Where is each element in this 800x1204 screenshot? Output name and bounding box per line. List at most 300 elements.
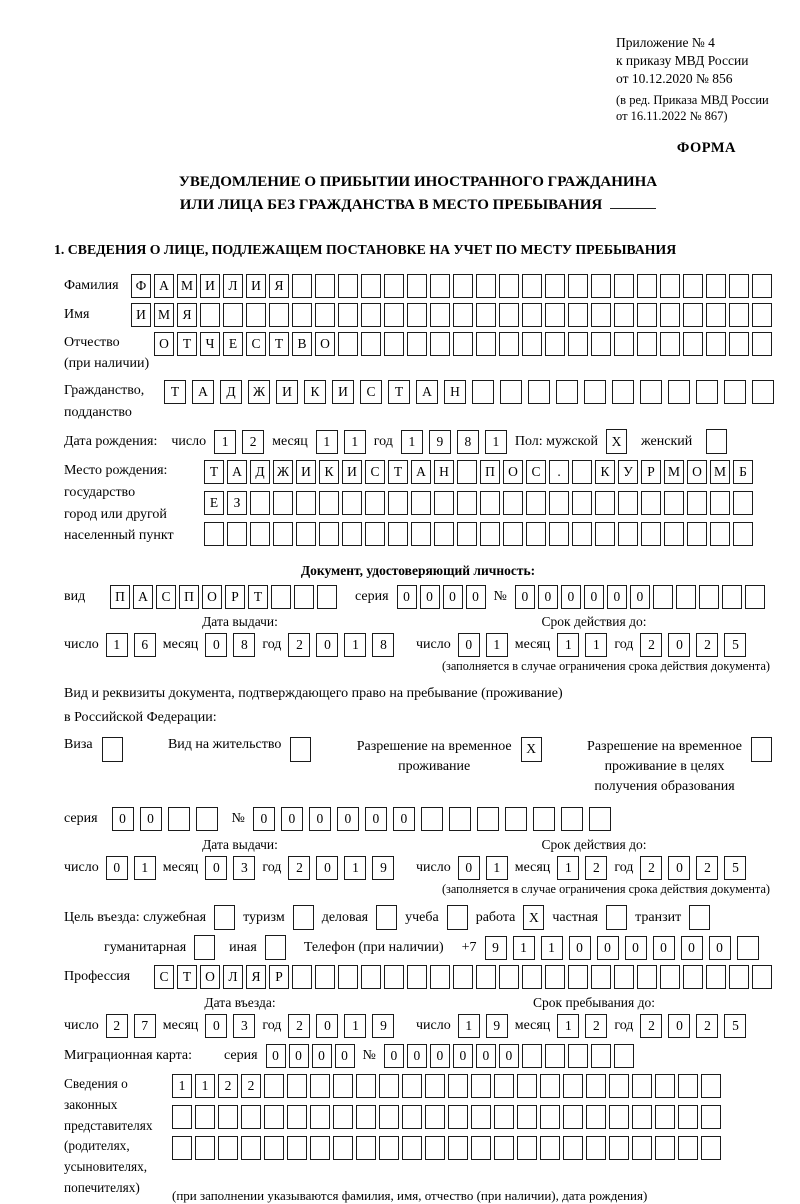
representatives-char-cell[interactable] [701, 1074, 721, 1098]
representatives-char-cell[interactable] [586, 1074, 606, 1098]
business-checkbox[interactable] [376, 905, 397, 930]
permit-number-cell[interactable]: 0 [365, 807, 387, 831]
work-checkbox[interactable]: X [523, 905, 544, 930]
citizenship-char-cell[interactable] [472, 380, 494, 404]
representatives-char-cell[interactable] [425, 1074, 445, 1098]
firstname-char-cell[interactable] [338, 303, 358, 327]
doc-type-char-cell[interactable]: Т [248, 585, 268, 609]
doc-type-char-cell[interactable] [271, 585, 291, 609]
representatives-char-cell[interactable] [471, 1136, 491, 1160]
representatives-char-cell[interactable] [563, 1136, 583, 1160]
profession-char-cell[interactable] [384, 965, 404, 989]
birthplace-char-cell[interactable] [273, 522, 293, 546]
birthplace-char-cell[interactable] [296, 522, 316, 546]
doc-number-cell[interactable] [676, 585, 696, 609]
representatives-char-cell[interactable] [540, 1074, 560, 1098]
birthplace-char-cell[interactable] [687, 491, 707, 515]
lastname-char-cell[interactable]: А [154, 274, 174, 298]
firstname-char-cell[interactable] [683, 303, 703, 327]
stay-year-cell[interactable]: 0 [668, 1014, 690, 1038]
lastname-char-cell[interactable] [338, 274, 358, 298]
representatives-char-cell[interactable] [287, 1136, 307, 1160]
birthplace-char-cell[interactable] [687, 522, 707, 546]
patronymic-char-cell[interactable] [499, 332, 519, 356]
lastname-char-cell[interactable] [591, 274, 611, 298]
representatives-char-cell[interactable] [425, 1105, 445, 1129]
migcard-number-cell[interactable] [545, 1044, 565, 1068]
citizenship-char-cell[interactable] [696, 380, 718, 404]
patronymic-char-cell[interactable] [752, 332, 772, 356]
representatives-char-cell[interactable] [655, 1105, 675, 1129]
patronymic-char-cell[interactable] [338, 332, 358, 356]
migcard-number-cell[interactable] [614, 1044, 634, 1068]
representatives-char-cell[interactable] [379, 1136, 399, 1160]
representatives-char-cell[interactable] [310, 1136, 330, 1160]
id-issue-year-cell[interactable]: 0 [316, 633, 338, 657]
permit-number-cell[interactable] [449, 807, 471, 831]
representatives-char-cell[interactable] [701, 1105, 721, 1129]
representatives-char-cell[interactable] [425, 1136, 445, 1160]
id-issue-day-cell[interactable]: 1 [106, 633, 128, 657]
patronymic-char-cell[interactable]: Е [223, 332, 243, 356]
profession-char-cell[interactable] [660, 965, 680, 989]
representatives-char-cell[interactable] [471, 1105, 491, 1129]
permit-series-cell[interactable]: 0 [112, 807, 134, 831]
birthplace-char-cell[interactable] [319, 491, 339, 515]
permit-number-cell[interactable] [505, 807, 527, 831]
profession-char-cell[interactable] [591, 965, 611, 989]
profession-char-cell[interactable]: О [200, 965, 220, 989]
representatives-char-cell[interactable] [333, 1074, 353, 1098]
lastname-char-cell[interactable] [430, 274, 450, 298]
birth-day-cell[interactable]: 1 [214, 430, 236, 454]
other-checkbox[interactable] [265, 935, 286, 960]
citizenship-char-cell[interactable] [752, 380, 774, 404]
doc-type-char-cell[interactable]: О [202, 585, 222, 609]
birthplace-char-cell[interactable]: М [664, 460, 684, 484]
lastname-char-cell[interactable] [568, 274, 588, 298]
firstname-char-cell[interactable] [614, 303, 634, 327]
birthplace-char-cell[interactable] [480, 491, 500, 515]
permit-issue-year-cell[interactable]: 1 [344, 856, 366, 880]
representatives-char-cell[interactable]: 2 [218, 1074, 238, 1098]
patronymic-char-cell[interactable]: Ч [200, 332, 220, 356]
birthplace-char-cell[interactable] [480, 522, 500, 546]
permit-number-cell[interactable] [477, 807, 499, 831]
stay-day-cell[interactable]: 9 [486, 1014, 508, 1038]
firstname-char-cell[interactable] [292, 303, 312, 327]
profession-char-cell[interactable]: Л [223, 965, 243, 989]
firstname-char-cell[interactable] [752, 303, 772, 327]
patronymic-char-cell[interactable] [637, 332, 657, 356]
female-checkbox[interactable] [706, 429, 727, 454]
doc-number-cell[interactable] [745, 585, 765, 609]
id-issue-year-cell[interactable]: 1 [344, 633, 366, 657]
profession-char-cell[interactable] [430, 965, 450, 989]
migcard-number-cell[interactable]: 0 [453, 1044, 473, 1068]
birthplace-char-cell[interactable]: . [549, 460, 569, 484]
entry-year-cell[interactable]: 9 [372, 1014, 394, 1038]
stay-year-cell[interactable]: 5 [724, 1014, 746, 1038]
citizenship-char-cell[interactable]: Н [444, 380, 466, 404]
representatives-char-cell[interactable] [356, 1105, 376, 1129]
patronymic-char-cell[interactable] [591, 332, 611, 356]
temp-residence-checkbox[interactable]: X [521, 737, 542, 762]
birthplace-char-cell[interactable] [250, 522, 270, 546]
permit-issue-month-cell[interactable]: 0 [205, 856, 227, 880]
entry-day-cell[interactable]: 7 [134, 1014, 156, 1038]
permit-series-cell[interactable]: 0 [140, 807, 162, 831]
doc-number-cell[interactable]: 0 [607, 585, 627, 609]
migcard-number-cell[interactable] [568, 1044, 588, 1068]
representatives-char-cell[interactable] [655, 1074, 675, 1098]
birthplace-char-cell[interactable] [664, 491, 684, 515]
entry-year-cell[interactable]: 2 [288, 1014, 310, 1038]
representatives-char-cell[interactable] [333, 1105, 353, 1129]
permit-number-cell[interactable] [421, 807, 443, 831]
profession-char-cell[interactable] [706, 965, 726, 989]
representatives-char-cell[interactable] [678, 1105, 698, 1129]
residence-permit-checkbox[interactable] [290, 737, 311, 762]
entry-month-cell[interactable]: 0 [205, 1014, 227, 1038]
lastname-char-cell[interactable] [476, 274, 496, 298]
temp-edu-checkbox[interactable] [751, 737, 772, 762]
representatives-char-cell[interactable] [471, 1074, 491, 1098]
profession-char-cell[interactable] [752, 965, 772, 989]
representatives-char-cell[interactable] [402, 1105, 422, 1129]
birthplace-char-cell[interactable]: А [227, 460, 247, 484]
birthplace-char-cell[interactable] [296, 491, 316, 515]
patronymic-char-cell[interactable] [384, 332, 404, 356]
representatives-char-cell[interactable] [678, 1074, 698, 1098]
birthplace-char-cell[interactable]: З [227, 491, 247, 515]
birth-year-cell[interactable]: 9 [429, 430, 451, 454]
birthplace-char-cell[interactable]: Т [388, 460, 408, 484]
representatives-char-cell[interactable] [678, 1136, 698, 1160]
entry-day-cell[interactable]: 2 [106, 1014, 128, 1038]
birthplace-char-cell[interactable] [641, 522, 661, 546]
birthplace-char-cell[interactable] [549, 491, 569, 515]
citizenship-char-cell[interactable] [668, 380, 690, 404]
birthplace-char-cell[interactable] [733, 491, 753, 515]
profession-char-cell[interactable]: С [154, 965, 174, 989]
representatives-char-cell[interactable] [609, 1105, 629, 1129]
profession-char-cell[interactable] [499, 965, 519, 989]
firstname-char-cell[interactable] [430, 303, 450, 327]
doc-type-char-cell[interactable] [317, 585, 337, 609]
lastname-char-cell[interactable] [453, 274, 473, 298]
birthplace-char-cell[interactable] [319, 522, 339, 546]
representatives-char-cell[interactable] [494, 1105, 514, 1129]
representatives-char-cell[interactable] [632, 1074, 652, 1098]
transit-checkbox[interactable] [689, 905, 710, 930]
citizenship-char-cell[interactable] [584, 380, 606, 404]
firstname-char-cell[interactable] [706, 303, 726, 327]
birthplace-char-cell[interactable] [664, 522, 684, 546]
birth-year-cell[interactable]: 1 [401, 430, 423, 454]
id-issue-month-cell[interactable]: 0 [205, 633, 227, 657]
patronymic-char-cell[interactable]: О [315, 332, 335, 356]
migcard-number-cell[interactable]: 0 [430, 1044, 450, 1068]
representatives-char-cell[interactable] [310, 1074, 330, 1098]
patronymic-char-cell[interactable]: В [292, 332, 312, 356]
lastname-char-cell[interactable]: И [200, 274, 220, 298]
birth-day-cell[interactable]: 2 [242, 430, 264, 454]
migcard-series-cell[interactable]: 0 [312, 1044, 332, 1068]
doc-number-cell[interactable] [722, 585, 742, 609]
citizenship-char-cell[interactable]: Д [220, 380, 242, 404]
representatives-char-cell[interactable] [494, 1136, 514, 1160]
birthplace-char-cell[interactable]: О [687, 460, 707, 484]
patronymic-char-cell[interactable] [729, 332, 749, 356]
doc-series-cell[interactable]: 0 [420, 585, 440, 609]
representatives-char-cell[interactable] [287, 1105, 307, 1129]
lastname-char-cell[interactable] [729, 274, 749, 298]
permit-number-cell[interactable] [533, 807, 555, 831]
lastname-char-cell[interactable]: Ф [131, 274, 151, 298]
phone-digit-cell[interactable]: 0 [569, 936, 591, 960]
birthplace-char-cell[interactable] [526, 491, 546, 515]
representatives-char-cell[interactable] [517, 1074, 537, 1098]
representatives-char-cell[interactable] [264, 1105, 284, 1129]
birthplace-char-cell[interactable]: М [710, 460, 730, 484]
permit-issue-day-cell[interactable]: 0 [106, 856, 128, 880]
representatives-char-cell[interactable] [402, 1136, 422, 1160]
permit-expiry-year-cell[interactable]: 5 [724, 856, 746, 880]
birthplace-char-cell[interactable] [273, 491, 293, 515]
phone-digit-cell[interactable]: 1 [541, 936, 563, 960]
stay-year-cell[interactable]: 2 [640, 1014, 662, 1038]
representatives-char-cell[interactable] [448, 1105, 468, 1129]
lastname-char-cell[interactable] [499, 274, 519, 298]
representatives-char-cell[interactable] [379, 1105, 399, 1129]
doc-type-char-cell[interactable]: Р [225, 585, 245, 609]
patronymic-char-cell[interactable] [545, 332, 565, 356]
permit-expiry-day-cell[interactable]: 0 [458, 856, 480, 880]
id-expiry-year-cell[interactable]: 0 [668, 633, 690, 657]
firstname-char-cell[interactable] [361, 303, 381, 327]
representatives-char-cell[interactable] [356, 1136, 376, 1160]
lastname-char-cell[interactable] [683, 274, 703, 298]
firstname-char-cell[interactable] [453, 303, 473, 327]
representatives-char-cell[interactable]: 2 [241, 1074, 261, 1098]
permit-issue-year-cell[interactable]: 2 [288, 856, 310, 880]
profession-char-cell[interactable] [292, 965, 312, 989]
official-checkbox[interactable] [214, 905, 235, 930]
birthplace-char-cell[interactable] [595, 491, 615, 515]
permit-number-cell[interactable] [561, 807, 583, 831]
birthplace-char-cell[interactable] [710, 491, 730, 515]
citizenship-char-cell[interactable] [500, 380, 522, 404]
permit-expiry-year-cell[interactable]: 0 [668, 856, 690, 880]
patronymic-char-cell[interactable] [683, 332, 703, 356]
permit-number-cell[interactable] [589, 807, 611, 831]
birthplace-char-cell[interactable] [572, 491, 592, 515]
birthplace-char-cell[interactable] [572, 522, 592, 546]
doc-number-cell[interactable]: 0 [515, 585, 535, 609]
permit-series-cell[interactable] [196, 807, 218, 831]
lastname-char-cell[interactable] [660, 274, 680, 298]
citizenship-char-cell[interactable] [724, 380, 746, 404]
id-expiry-year-cell[interactable]: 2 [640, 633, 662, 657]
representatives-char-cell[interactable] [609, 1074, 629, 1098]
representatives-char-cell[interactable] [655, 1136, 675, 1160]
entry-year-cell[interactable]: 1 [344, 1014, 366, 1038]
profession-char-cell[interactable] [522, 965, 542, 989]
birthplace-char-cell[interactable]: Ж [273, 460, 293, 484]
citizenship-char-cell[interactable] [556, 380, 578, 404]
permit-issue-year-cell[interactable]: 0 [316, 856, 338, 880]
birthplace-char-cell[interactable] [618, 491, 638, 515]
representatives-char-cell[interactable] [402, 1074, 422, 1098]
representatives-char-cell[interactable] [333, 1136, 353, 1160]
doc-number-cell[interactable] [653, 585, 673, 609]
phone-digit-cell[interactable]: 0 [597, 936, 619, 960]
lastname-char-cell[interactable] [522, 274, 542, 298]
birthplace-char-cell[interactable] [572, 460, 592, 484]
birthplace-char-cell[interactable] [342, 491, 362, 515]
id-expiry-month-cell[interactable]: 1 [585, 633, 607, 657]
patronymic-char-cell[interactable] [614, 332, 634, 356]
permit-series-cell[interactable] [168, 807, 190, 831]
representatives-char-cell[interactable] [172, 1136, 192, 1160]
birth-year-cell[interactable]: 1 [485, 430, 507, 454]
lastname-char-cell[interactable] [614, 274, 634, 298]
representatives-char-cell[interactable] [632, 1105, 652, 1129]
lastname-char-cell[interactable] [545, 274, 565, 298]
representatives-char-cell[interactable] [356, 1074, 376, 1098]
representatives-char-cell[interactable] [264, 1136, 284, 1160]
birthplace-char-cell[interactable] [710, 522, 730, 546]
birthplace-char-cell[interactable] [434, 491, 454, 515]
firstname-char-cell[interactable] [384, 303, 404, 327]
birthplace-char-cell[interactable]: С [526, 460, 546, 484]
patronymic-char-cell[interactable] [361, 332, 381, 356]
birth-month-cell[interactable]: 1 [316, 430, 338, 454]
birthplace-char-cell[interactable]: У [618, 460, 638, 484]
patronymic-char-cell[interactable]: Т [177, 332, 197, 356]
citizenship-char-cell[interactable]: И [332, 380, 354, 404]
doc-series-cell[interactable]: 0 [397, 585, 417, 609]
permit-number-cell[interactable]: 0 [253, 807, 275, 831]
phone-digit-cell[interactable]: 1 [513, 936, 535, 960]
birth-year-cell[interactable]: 8 [457, 430, 479, 454]
doc-series-cell[interactable]: 0 [443, 585, 463, 609]
birthplace-char-cell[interactable] [457, 491, 477, 515]
representatives-char-cell[interactable] [563, 1074, 583, 1098]
doc-type-char-cell[interactable]: С [156, 585, 176, 609]
citizenship-char-cell[interactable]: С [360, 380, 382, 404]
visa-checkbox[interactable] [102, 737, 123, 762]
representatives-char-cell[interactable] [563, 1105, 583, 1129]
firstname-char-cell[interactable] [246, 303, 266, 327]
profession-char-cell[interactable] [315, 965, 335, 989]
birthplace-char-cell[interactable]: К [319, 460, 339, 484]
firstname-char-cell[interactable] [223, 303, 243, 327]
patronymic-char-cell[interactable] [522, 332, 542, 356]
permit-number-cell[interactable]: 0 [393, 807, 415, 831]
lastname-char-cell[interactable] [292, 274, 312, 298]
birthplace-char-cell[interactable]: Н [434, 460, 454, 484]
study-checkbox[interactable] [447, 905, 468, 930]
birthplace-char-cell[interactable] [641, 491, 661, 515]
doc-number-cell[interactable]: 0 [630, 585, 650, 609]
representatives-char-cell[interactable] [264, 1074, 284, 1098]
stay-month-cell[interactable]: 1 [557, 1014, 579, 1038]
representatives-char-cell[interactable] [586, 1105, 606, 1129]
citizenship-char-cell[interactable] [640, 380, 662, 404]
birthplace-char-cell[interactable] [526, 522, 546, 546]
profession-char-cell[interactable]: Я [246, 965, 266, 989]
birthplace-char-cell[interactable] [227, 522, 247, 546]
firstname-char-cell[interactable] [545, 303, 565, 327]
representatives-char-cell[interactable]: 1 [172, 1074, 192, 1098]
doc-number-cell[interactable]: 0 [561, 585, 581, 609]
birthplace-char-cell[interactable]: О [503, 460, 523, 484]
firstname-char-cell[interactable] [568, 303, 588, 327]
profession-char-cell[interactable] [637, 965, 657, 989]
birthplace-char-cell[interactable] [503, 522, 523, 546]
migcard-number-cell[interactable] [522, 1044, 542, 1068]
phone-digit-cell[interactable]: 0 [709, 936, 731, 960]
birthplace-char-cell[interactable]: И [296, 460, 316, 484]
id-expiry-year-cell[interactable]: 2 [696, 633, 718, 657]
id-expiry-day-cell[interactable]: 1 [486, 633, 508, 657]
phone-digit-cell[interactable]: 0 [653, 936, 675, 960]
firstname-char-cell[interactable] [269, 303, 289, 327]
firstname-char-cell[interactable]: М [154, 303, 174, 327]
firstname-char-cell[interactable] [407, 303, 427, 327]
representatives-char-cell[interactable] [195, 1136, 215, 1160]
firstname-char-cell[interactable]: Я [177, 303, 197, 327]
doc-type-char-cell[interactable]: П [110, 585, 130, 609]
phone-digit-cell[interactable] [737, 936, 759, 960]
firstname-char-cell[interactable] [729, 303, 749, 327]
representatives-char-cell[interactable] [172, 1105, 192, 1129]
id-expiry-year-cell[interactable]: 5 [724, 633, 746, 657]
stay-day-cell[interactable]: 1 [458, 1014, 480, 1038]
profession-char-cell[interactable] [729, 965, 749, 989]
birthplace-char-cell[interactable]: И [342, 460, 362, 484]
lastname-char-cell[interactable]: Л [223, 274, 243, 298]
permit-expiry-month-cell[interactable]: 2 [585, 856, 607, 880]
representatives-char-cell[interactable] [448, 1136, 468, 1160]
stay-year-cell[interactable]: 2 [696, 1014, 718, 1038]
entry-month-cell[interactable]: 3 [233, 1014, 255, 1038]
patronymic-char-cell[interactable] [453, 332, 473, 356]
birthplace-char-cell[interactable]: Е [204, 491, 224, 515]
patronymic-char-cell[interactable] [407, 332, 427, 356]
firstname-char-cell[interactable] [591, 303, 611, 327]
birthplace-char-cell[interactable] [204, 522, 224, 546]
permit-number-cell[interactable]: 0 [281, 807, 303, 831]
lastname-char-cell[interactable] [315, 274, 335, 298]
representatives-char-cell[interactable] [586, 1136, 606, 1160]
permit-expiry-month-cell[interactable]: 1 [557, 856, 579, 880]
migcard-series-cell[interactable]: 0 [335, 1044, 355, 1068]
representatives-char-cell[interactable] [195, 1105, 215, 1129]
patronymic-char-cell[interactable] [568, 332, 588, 356]
male-checkbox[interactable]: X [606, 429, 627, 454]
doc-type-char-cell[interactable]: А [133, 585, 153, 609]
representatives-char-cell[interactable] [701, 1136, 721, 1160]
representatives-char-cell[interactable] [218, 1136, 238, 1160]
profession-char-cell[interactable] [476, 965, 496, 989]
lastname-char-cell[interactable] [752, 274, 772, 298]
representatives-char-cell[interactable] [287, 1074, 307, 1098]
firstname-char-cell[interactable] [637, 303, 657, 327]
patronymic-char-cell[interactable]: Т [269, 332, 289, 356]
